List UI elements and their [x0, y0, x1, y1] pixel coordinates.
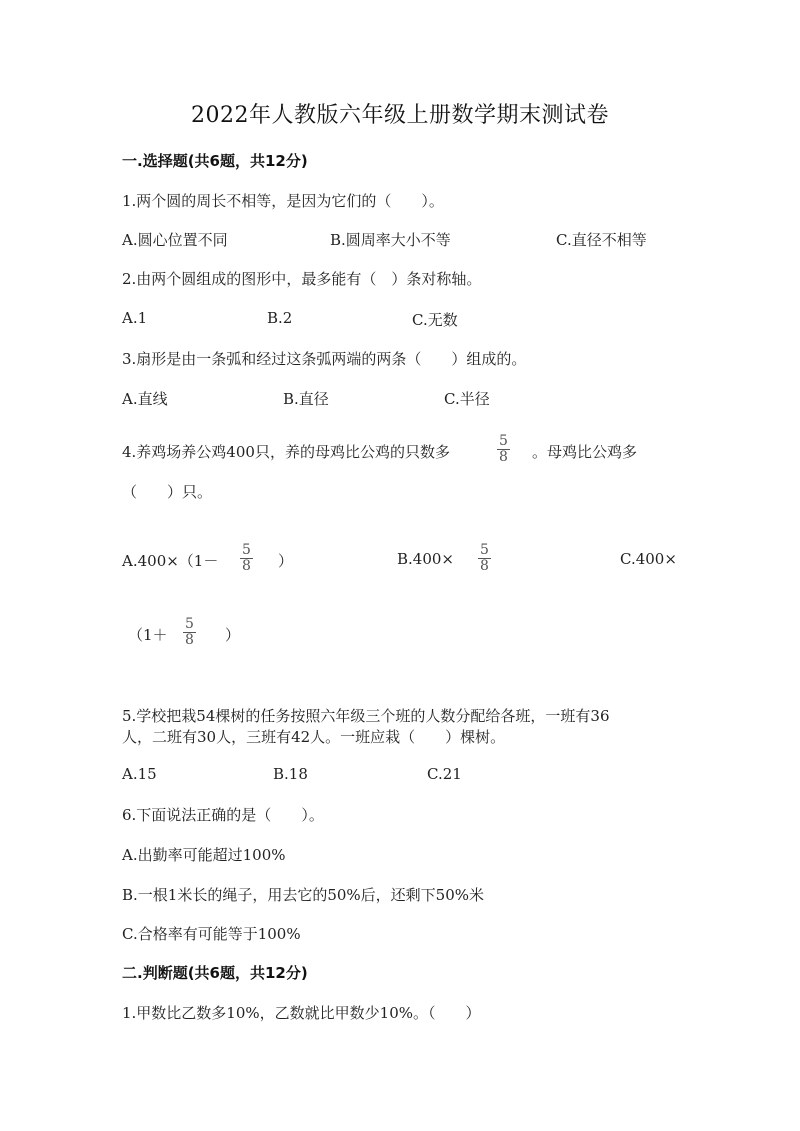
fraction-denominator: 8 — [499, 449, 508, 465]
question-2-text: 2.由两个圆组成的图形中，最多能有（ ）条对称轴。 — [122, 270, 482, 288]
question-4-text-before: 4.养鸡场养公鸡400只，养的母鸡比公鸡的只数多 — [122, 443, 450, 461]
question-4-text-after: 。母鸡比公鸡多 — [532, 443, 638, 461]
fraction-numerator: 5 — [185, 616, 194, 632]
fraction-numerator: 5 — [242, 542, 251, 558]
question-3-option-a: A.直线 — [122, 390, 168, 408]
section-heading-multiple-choice: 一.选择题(共6题，共12分) — [122, 152, 308, 170]
question-2-option-b: B.2 — [267, 309, 293, 327]
question-2-option-a: A.1 — [122, 309, 148, 327]
question-4-option-c-line2-prefix: （1＋ — [128, 626, 168, 644]
section-heading-true-false: 二.判断题(共6题，共12分) — [122, 964, 308, 982]
question-5-text-line1: 5.学校把栽54棵树的任务按照六年级三个班的人数分配给各班，一班有36 — [122, 707, 610, 725]
question-5-option-c: C.21 — [427, 765, 462, 783]
question-4-option-a-fraction — [240, 543, 253, 574]
question-4-option-c-fraction — [183, 617, 196, 648]
question-4-option-c-prefix: C.400× — [620, 550, 677, 568]
question-6-option-c: C.合格率有可能等于100% — [122, 925, 301, 943]
question-3-text: 3.扇形是由一条弧和经过这条弧两端的两条（ ）组成的。 — [122, 350, 527, 368]
question-4-text-line2: （ ）只。 — [122, 483, 213, 501]
question-1-text: 1.两个圆的周长不相等，是因为它们的（ ）。 — [122, 192, 444, 210]
question-1-option-a: A.圆心位置不同 — [122, 231, 228, 249]
question-4-option-b-fraction — [478, 543, 491, 574]
question-5-option-b: B.18 — [273, 765, 308, 783]
question-3-option-c: C.半径 — [444, 390, 490, 408]
question-3-option-b: B.直径 — [283, 390, 329, 408]
question-4-option-a-prefix: A.400×（1－ — [122, 552, 219, 570]
exam-title: 2022年人教版六年级上册数学期末测试卷 — [191, 103, 609, 128]
question-1-option-c: C.直径不相等 — [556, 231, 647, 249]
fraction-denominator: 8 — [480, 558, 489, 574]
question-6-text: 6.下面说法正确的是（ ）。 — [122, 806, 324, 824]
question-4-option-c-line2-suffix: ） — [225, 626, 241, 644]
question-1-option-b: B.圆周率大小不等 — [330, 231, 451, 249]
question-6-option-b: B.一根1米长的绳子，用去它的50%后，还剩下50%米 — [122, 886, 485, 904]
question-4-option-a-suffix: ） — [278, 552, 294, 570]
fraction-numerator: 5 — [499, 433, 508, 449]
fraction-denominator: 8 — [242, 558, 251, 574]
question-4-option-b-prefix: B.400× — [397, 550, 454, 568]
question-5-text-line2: 人，二班有30人，三班有42人。一班应栽（ ）棵树。 — [122, 728, 506, 746]
fraction-numerator: 5 — [480, 542, 489, 558]
judgment-1-text: 1.甲数比乙数多10%，乙数就比甲数少10%。（ ） — [122, 1004, 481, 1022]
question-2-option-c: C.无数 — [412, 311, 458, 329]
question-5-option-a: A.15 — [122, 765, 157, 783]
question-4-fraction — [497, 434, 510, 465]
question-6-option-a: A.出勤率可能超过100% — [122, 846, 286, 864]
fraction-denominator: 8 — [185, 632, 194, 648]
